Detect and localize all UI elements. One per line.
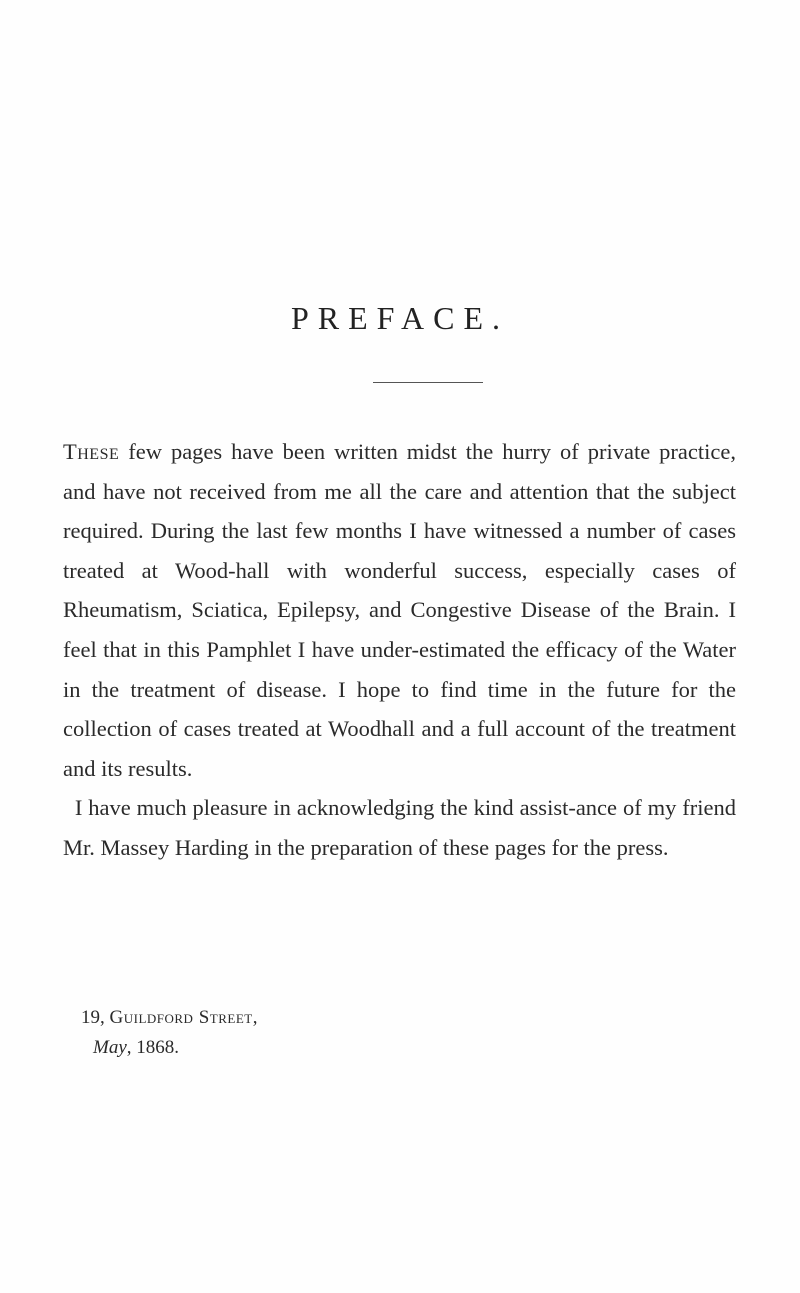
paragraph-1-lead: These	[63, 439, 120, 464]
date-year: , 1868.	[126, 1037, 180, 1058]
paragraph-2-text: I have much pleasure in acknowledging the kind assist-ance of my friend Mr. Massey Harding in the preparation of these pages for the press.	[63, 795, 736, 860]
signature-block	[81, 1003, 258, 1063]
address-street: Guildford Street,	[109, 1007, 258, 1028]
preface-body	[63, 432, 736, 868]
paragraph-1	[63, 432, 736, 788]
paragraph-1-text: few pages have been written midst the hurry of private practice, and have not received from me all the care and attention that the subject required. During the last few months I have witnessed a number of cases treated at Wood-hall with wonderful success, especially cases of Rheumatism, Sciatica, Epilepsy, and Congestive Disease of the Brain. I feel that in this Pamphlet I have under-estimated the efficacy of the Water in the treatment of disease. I hope to find time in the future for the collection of cases treated at Woodhall and a full account of the treatment and its results.	[63, 439, 736, 781]
date-month: May	[93, 1037, 127, 1058]
page-title: PREFACE.	[290, 300, 510, 336]
date-line	[81, 1033, 258, 1063]
address-number: 19,	[81, 1007, 110, 1028]
title-divider	[373, 382, 483, 383]
address-line	[81, 1003, 258, 1033]
paragraph-2	[63, 788, 736, 867]
